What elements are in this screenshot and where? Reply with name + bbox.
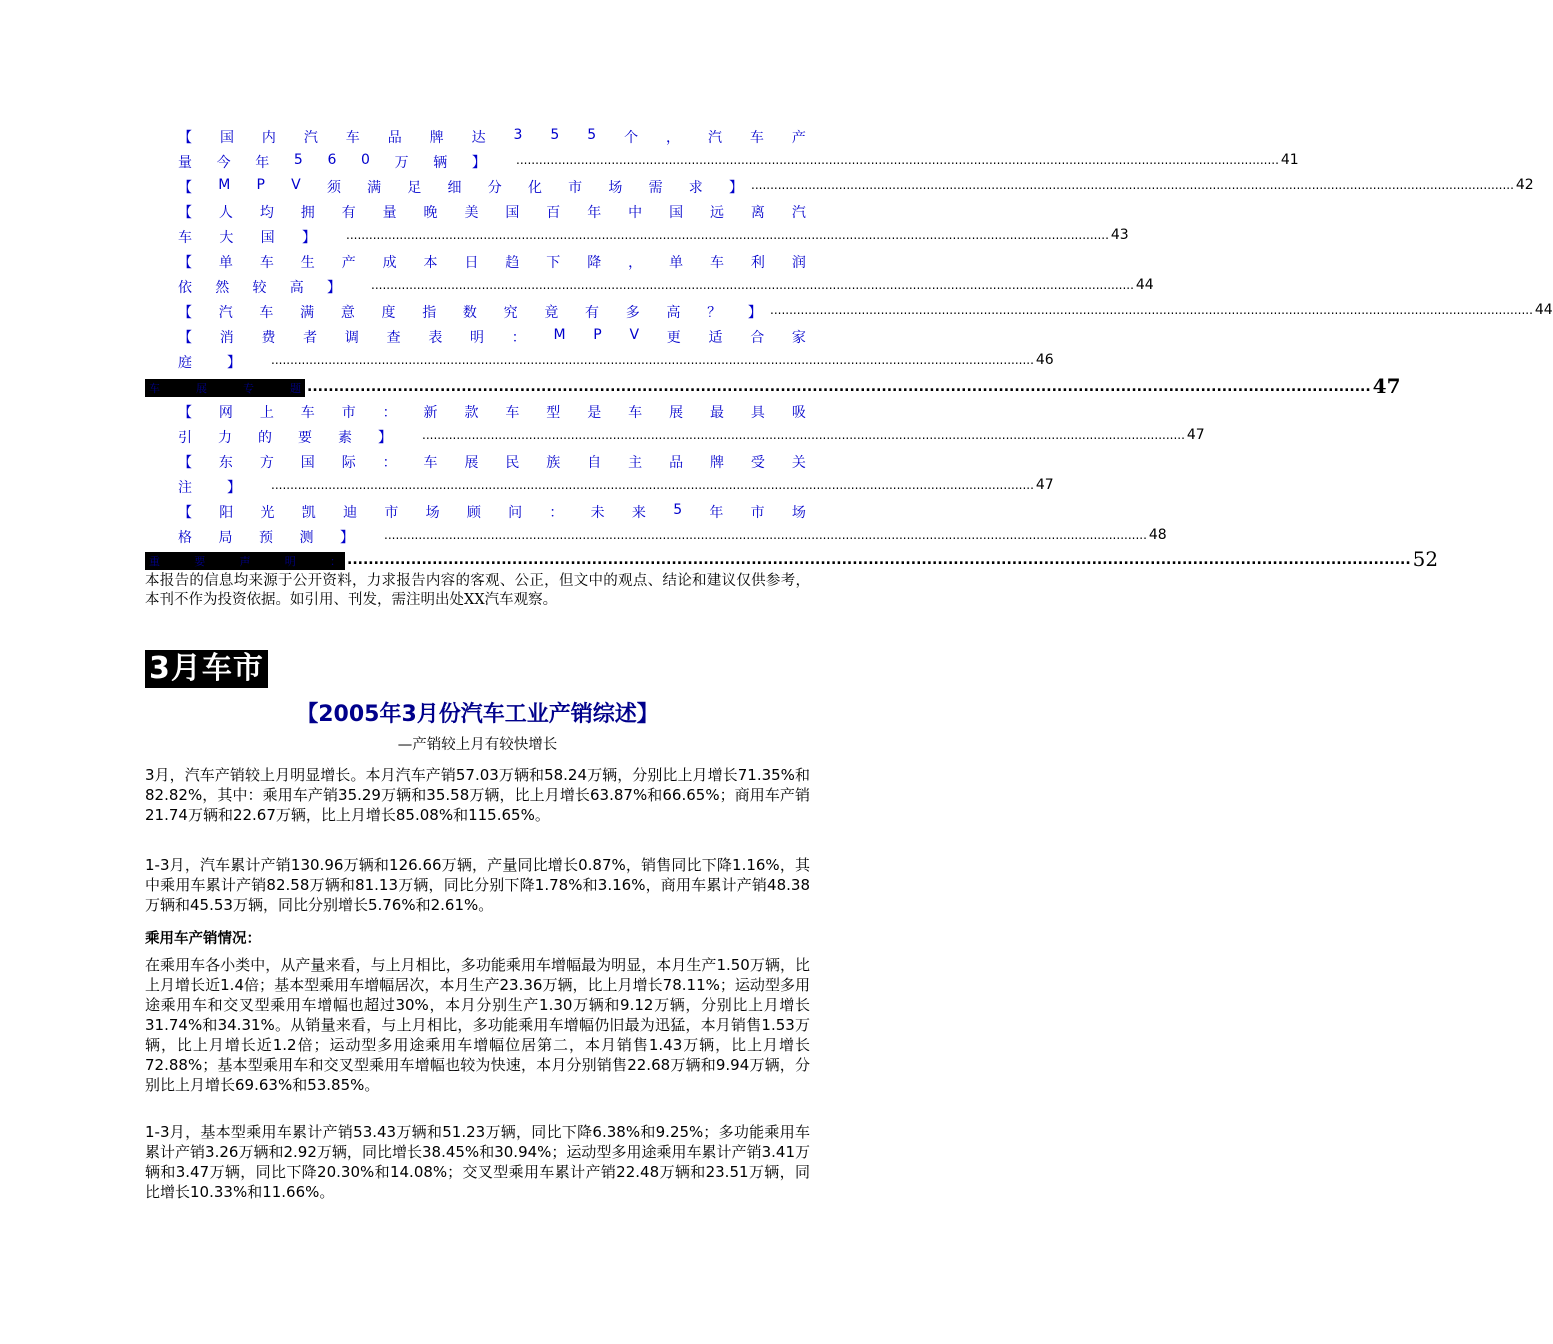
- section-title: 3月车市: [145, 650, 268, 688]
- toc-entry-line: 【 消 费 者 调 查 表 明 ： M P V 更 适 合 家: [178, 327, 806, 346]
- toc-entry-line: 【 单 车 生 产 成 本 日 趋 下 降 ， 单 车 利 润: [178, 255, 806, 271]
- dot-leader: ........................................................................................................................................................................................................: [751, 178, 1514, 192]
- article-title: 【2005年3月份汽车工业产销综述】: [296, 702, 659, 727]
- toc-leader: [347, 547, 1439, 571]
- dot-leader: ........................................................................................................................................................................................................: [271, 478, 1034, 492]
- page-number: 52: [1412, 547, 1439, 571]
- toc-entry[interactable]: [178, 327, 1054, 377]
- page-number: 42: [1515, 177, 1534, 193]
- toc-entry-line: 依 然 较 高 】: [178, 280, 341, 296]
- dot-leader: ........................................................................................................................................................................................................: [516, 153, 1279, 167]
- page-number: 43: [1110, 227, 1129, 243]
- dot-leader: ........................................................................................................................................................................................................: [422, 428, 1185, 442]
- toc-leader: [516, 152, 1299, 168]
- page-number: 44: [1534, 302, 1553, 318]
- toc-entry[interactable]: [178, 177, 1534, 202]
- toc-section[interactable]: [145, 374, 1401, 401]
- toc-entry-line: 【 网 上 车 市 ： 新 款 车 型 是 车 展 最 具 吸: [178, 405, 806, 421]
- toc-leader: [384, 527, 1167, 543]
- toc-leader: [271, 352, 1054, 368]
- page-number: 46: [1035, 352, 1054, 368]
- toc-entry[interactable]: [178, 127, 1299, 177]
- toc-entry[interactable]: [178, 302, 1553, 327]
- toc-section[interactable]: [145, 547, 1439, 574]
- toc-section-label: 重 要 声 明 ：: [145, 552, 345, 570]
- toc-leader: [422, 427, 1205, 443]
- toc-entry-line: 【 阳 光 凯 迪 市 场 顾 问 ： 未 来 5 年 市 场: [178, 502, 806, 521]
- toc-section-label: 车 展 专 题: [145, 379, 305, 397]
- toc-entry[interactable]: [178, 502, 1167, 552]
- toc-entry-line: 庭 】: [178, 355, 241, 371]
- paragraph-3: 在乘用车各小类中，从产量来看，与上月相比，多功能乘用车增幅最为明显，本月生产1.50万辆，比上月增长近1.4倍；基本型乘用车增幅居次，本月生产23.36万辆，比上月增长78.11%；运动型多用途乘用车和交叉型乘用车增幅也超过30%，本月分别生产1.30万辆和9.12万辆，分别比上月增长31.74%和34.31%。从销量来看，与上月相比，多功能乘用车增幅仍旧最为迅猛，本月销售1.53万辆，比上月增长近1.2倍；运动型多用途乘用车增幅位居第二，本月销售1.43万辆，比上月增长72.88%；基本型乘用车和交叉型乘用车增幅也较为快速，本月分别销售22.68万辆和9.94万辆，分别比上月增长69.63%和53.85%。: [145, 956, 810, 1094]
- dot-leader: ........................................................................................................................................................................................................: [770, 303, 1533, 317]
- toc-entry-line: 【 M P V 须 满 足 细 分 化 市 场 需 求 】: [178, 177, 743, 196]
- paragraph-1: 3月，汽车产销较上月明显增长。本月汽车产销57.03万辆和58.24万辆，分别比上月增长71.35%和82.82%，其中：乘用车产销35.29万辆和35.58万辆，比上月增长63.87%和66.65%；商用车产销21.74万辆和22.67万辆，比上月增长85.08%和115.65%。: [145, 766, 810, 824]
- toc-entry-line: 格 局 预 测 】: [178, 530, 354, 546]
- toc-leader: [770, 302, 1553, 318]
- toc-entry-line: 注 】: [178, 480, 241, 496]
- toc-entry-line: 车 大 国 】: [178, 230, 316, 246]
- page-number: 47: [1035, 477, 1054, 493]
- page-number: 47: [1372, 374, 1401, 398]
- page-number: 41: [1280, 152, 1299, 168]
- toc-entry[interactable]: [178, 252, 1154, 302]
- dot-leader: ........................................................................................................................................................................................................: [384, 528, 1147, 542]
- dot-leader: ........................................................................................................................................................................................................: [271, 353, 1034, 367]
- toc-leader: [307, 374, 1401, 398]
- toc-entry[interactable]: [178, 402, 1205, 452]
- toc-entry-line: 【 汽 车 满 意 度 指 数 究 竟 有 多 高 ？ 】: [178, 305, 762, 321]
- dot-leader: ........................................................................................................................................................................................................: [371, 278, 1134, 292]
- dot-leader: ........................................................................................................................................................................................................: [346, 228, 1109, 242]
- toc-entry[interactable]: [178, 452, 1054, 502]
- subheading-passenger-cars: 乘用车产销情况：: [145, 931, 261, 947]
- paragraph-4: 1-3月，基本型乘用车累计产销53.43万辆和51.23万辆，同比下降6.38%和9.25%；多功能乘用车累计产销3.26万辆和2.92万辆，同比增长38.45%和30.94%；运动型多用途乘用车累计产销3.41万辆和3.47万辆，同比下降20.30%和14.08%；交叉型乘用车累计产销22.48万辆和23.51万辆，同比增长10.33%和11.66%。: [145, 1123, 810, 1201]
- page-number: 48: [1148, 527, 1167, 543]
- toc-entry-line: 【 国 内 汽 车 品 牌 达 3 5 5 个 ， 汽 车 产: [178, 127, 806, 146]
- dot-leader: ........................................................................................................................................................................................................: [347, 552, 1411, 568]
- toc-entry-line: 量 今 年 5 6 0 万 辆 】: [178, 152, 486, 171]
- toc-leader: [751, 177, 1534, 193]
- toc-entry-line: 【 人 均 拥 有 量 晚 美 国 百 年 中 国 远 离 汽: [178, 205, 806, 221]
- page-number: 44: [1135, 277, 1154, 293]
- dot-leader: ........................................................................................................................................................................................................: [307, 379, 1371, 395]
- toc-entry-line: 【 东 方 国 际 ： 车 展 民 族 自 主 品 牌 受 关: [178, 455, 806, 471]
- toc-leader: [346, 227, 1129, 243]
- toc-entry[interactable]: [178, 202, 1129, 252]
- article-subtitle: —产销较上月有较快增长: [397, 737, 558, 753]
- page-number: 47: [1186, 427, 1205, 443]
- toc-leader: [371, 277, 1154, 293]
- disclaimer-text: 本报告的信息均来源于公开资料，力求报告内容的客观、公正，但文中的观点、结论和建议仅供参考，本刊不作为投资依据。如引用、刊发，需注明出处XX汽车观察。: [145, 573, 810, 608]
- paragraph-2: 1-3月，汽车累计产销130.96万辆和126.66万辆，产量同比增长0.87%，销售同比下降1.16%，其中乘用车累计产销82.58万辆和81.13万辆，同比分别下降1.78%和3.16%，商用车累计产销48.38万辆和45.53万辆，同比分别增长5.76%和2.61%。: [145, 856, 810, 914]
- toc-leader: [271, 477, 1054, 493]
- toc-entry-line: 引 力 的 要 素 】: [178, 430, 392, 446]
